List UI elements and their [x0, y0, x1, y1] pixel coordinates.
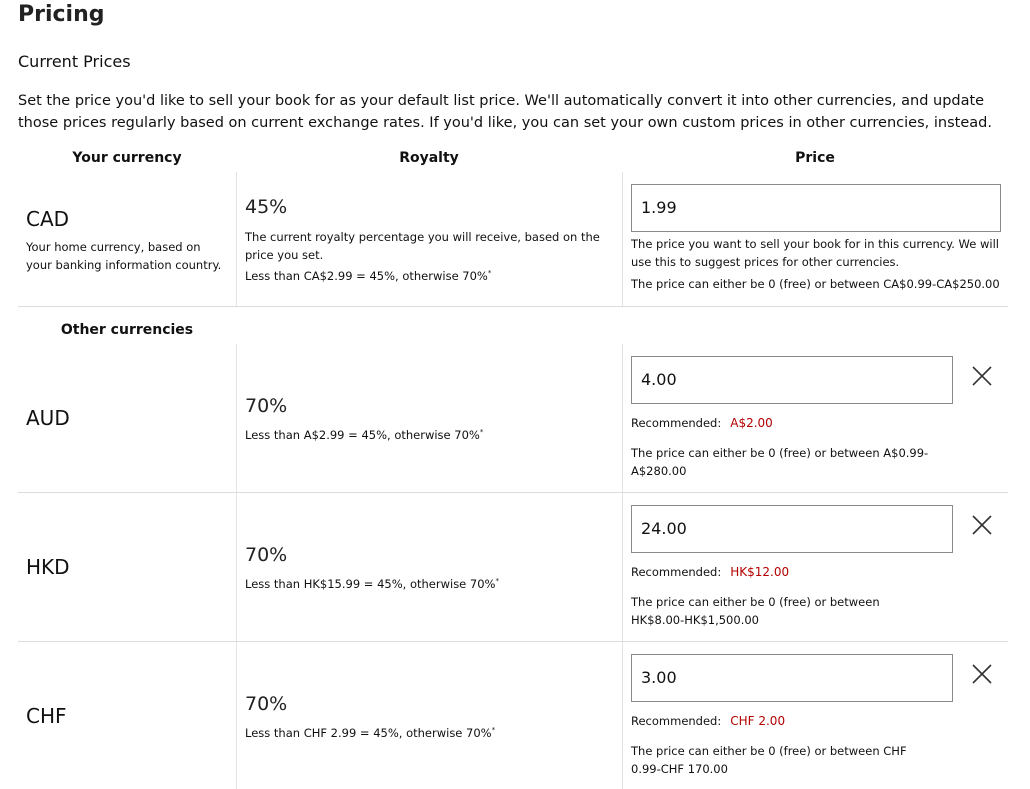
recommended-price: Recommended: A$2.00 [631, 416, 773, 430]
currency-row-aud [18, 344, 1008, 493]
currency-code: CHF [26, 704, 67, 728]
royalty-percentage: 70% [245, 544, 288, 566]
currency-row-chf [18, 642, 1008, 789]
footnote-marker: * [479, 428, 484, 437]
price-input[interactable]: 4.00 [631, 356, 953, 404]
column-header-currency: Your currency [72, 150, 182, 166]
currency-cell [18, 172, 236, 306]
royalty-cell [236, 493, 622, 641]
royalty-description: The current royalty percentage you will receive, based on the price you set. [245, 230, 600, 262]
column-header-royalty: Royalty [399, 150, 459, 166]
price-range: The price can either be 0 (free) or between CA$0.99-CA$250.00 [631, 277, 1000, 291]
recommended-value: A$2.00 [730, 416, 773, 430]
remove-price-button[interactable] [971, 365, 993, 387]
price-cell [622, 642, 1008, 789]
currency-row-hkd [18, 493, 1008, 642]
recommended-price: Recommended: CHF 2.00 [631, 714, 786, 728]
royalty-rule: Less than A$2.99 = 45%, otherwise 70%* [245, 428, 484, 442]
royalty-percentage: 70% [245, 395, 288, 417]
price-input[interactable]: 1.99 [631, 184, 1001, 232]
footnote-marker: * [491, 726, 496, 735]
remove-price-button[interactable] [971, 514, 993, 536]
currency-code: AUD [26, 406, 70, 430]
page-title: Pricing [18, 2, 105, 27]
column-header-price: Price [795, 150, 835, 166]
intro-text: Set the price you'd like to sell your book for as your default list price. We'll automatically convert it into other currencies, and update those prices regularly based on current exchange rates. If you'd like, you can set your own custom prices in other currencies, instead. [18, 93, 992, 131]
price-cell [622, 172, 1008, 306]
price-input[interactable]: 24.00 [631, 505, 953, 553]
price-cell [622, 344, 1008, 492]
price-range: The price can either be 0 (free) or between A$0.99-A$280.00 [631, 446, 929, 478]
royalty-rule: Less than HK$15.99 = 45%, otherwise 70%* [245, 577, 499, 591]
close-icon [971, 663, 993, 685]
remove-price-button[interactable] [971, 663, 993, 685]
currency-cell [18, 642, 236, 789]
royalty-rule: Less than CA$2.99 = 45%, otherwise 70%* [245, 269, 492, 283]
recommended-price: Recommended: HK$12.00 [631, 565, 790, 579]
price-range: The price can either be 0 (free) or between CHF 0.99-CHF 170.00 [631, 744, 907, 776]
close-icon [971, 514, 993, 536]
royalty-percentage: 45% [245, 196, 288, 218]
other-currencies-header: Other currencies [60, 322, 194, 338]
price-description: The price you want to sell your book for in this currency. We will use this to suggest prices for other currencies. [631, 237, 999, 269]
section-title: Current Prices [18, 52, 131, 71]
royalty-percentage: 70% [245, 693, 288, 715]
price-range: The price can either be 0 (free) or between HK$8.00-HK$1,500.00 [631, 595, 880, 627]
currency-cell [18, 344, 236, 492]
currency-description: Your home currency, based on your banking information country. [26, 240, 222, 272]
currency-cell [18, 493, 236, 641]
close-icon [971, 365, 993, 387]
royalty-cell [236, 344, 622, 492]
footnote-marker: * [495, 577, 499, 586]
royalty-cell [236, 642, 622, 789]
home-currency-row [18, 172, 1008, 307]
royalty-cell [236, 172, 622, 306]
currency-code: CAD [26, 207, 70, 231]
price-cell [622, 493, 1008, 641]
recommended-value: CHF 2.00 [730, 714, 786, 728]
currency-code: HKD [26, 555, 70, 579]
price-input[interactable]: 3.00 [631, 654, 953, 702]
footnote-marker: * [487, 269, 492, 278]
royalty-rule: Less than CHF 2.99 = 45%, otherwise 70%* [245, 726, 496, 740]
recommended-value: HK$12.00 [730, 565, 790, 579]
